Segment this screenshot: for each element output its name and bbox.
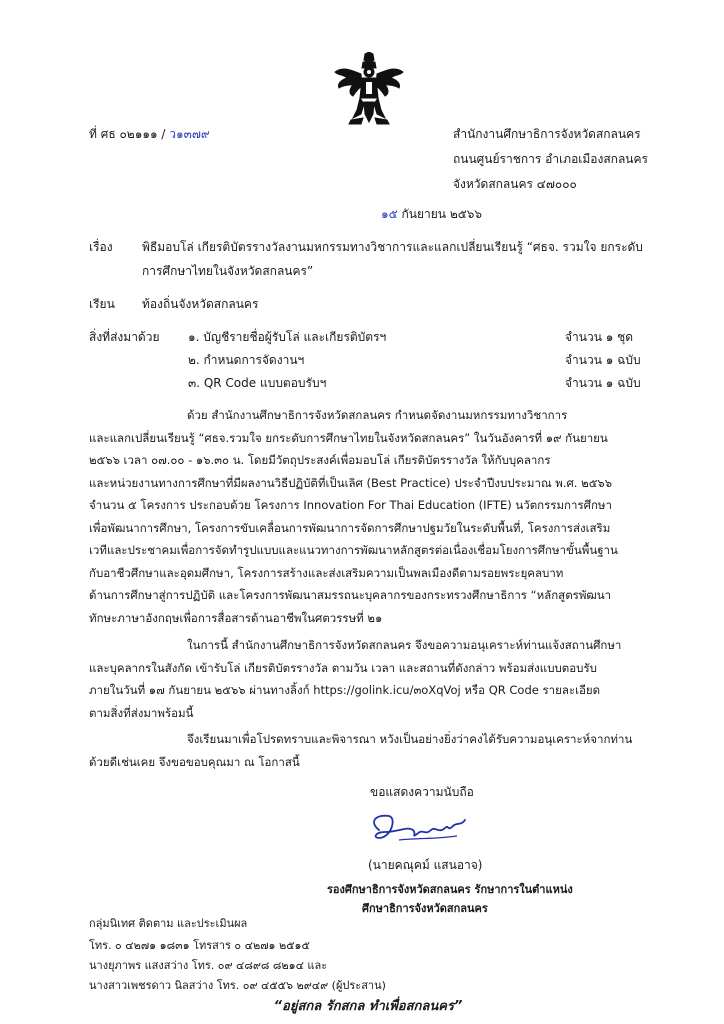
enclosures-label: สิ่งที่ส่งมาด้วย (89, 330, 160, 344)
signer-title-line-2: ศึกษาธิการจังหวัดสกลนคร (362, 902, 488, 915)
subject-line-2: การศึกษาไทยในจังหวัดสกลนคร” (142, 264, 314, 278)
reference-number (89, 125, 210, 144)
paragraph-line: ทักษะภาษาอังกฤษเพื่อการสื่อสารด้านอาชีพในศตวรรษที่ ๒๑ (89, 610, 383, 625)
enclosure-item-1: ๑. บัญชีรายชื่อผู้รับโล่ และเกียรติบัตรฯ (188, 330, 387, 344)
contact-person-1: นางยุภาพร แสงสว่าง โทร. ๐๙ ๔๘๙๘ ๘๒๑๔ และ (89, 959, 328, 972)
enclosure-item-2: ๒. กำหนดการจัดงานฯ (188, 353, 305, 367)
paragraph-line: ภายในวันที่ ๑๗ กันยายน ๒๕๖๖ ผ่านทางลิ้งก์ https://golink.icu/๓oXqVoj หรือ QR Code รายละเอียด (89, 683, 601, 697)
recipient-value: ท้องถิ่นจังหวัดสกลนคร (142, 297, 259, 311)
paragraph-line: และบุคลากรในสังกัด เข้ารับโล่ เกียรติบัตรรางวัล ตามวัน เวลา และสถานที่ดังกล่าว พร้อมส่งแบบตอบรับ (89, 660, 597, 675)
ref-number-value: ว๑๓๗๙ (169, 127, 210, 141)
office-line-2: ถนนศูนย์ราชการ อำเภอเมืองสกลนคร (453, 152, 648, 166)
paragraph-line: เวทีและประชาคมเพื่อการจัดทำรูปแบบและแนวทางการพัฒนาหลักสูตรต่อเนื่องเชื่อมโยงการศึกษาขั้นพื้นฐาน (89, 543, 618, 557)
contact-person-2: นางสาวเพชรดาว นิลสว่าง โทร. ๐๙ ๔๕๕๖ ๒๙๔๙ (ผู้ประสาน) (89, 979, 386, 992)
garuda-emblem-icon (333, 52, 405, 126)
paragraph-line: ในการนี้ สำนักงานศึกษาธิการจังหวัดสกลนคร จึงขอความอนุเคราะห์ท่านแจ้งสถานศึกษา (187, 638, 622, 652)
date-day: ๑๕ (381, 207, 398, 221)
contact-phone: โทร. ๐ ๔๒๗๑ ๑๘๓๑ โทรสาร ๐ ๔๒๗๑ ๒๕๑๕ (89, 939, 310, 952)
paragraph-line: เพื่อพัฒนาการศึกษา, โครงการขับเคลื่อนการพัฒนาการจัดการศึกษาปฐมวัยในระดับพื้นที่, โครงการส่งเสริม (89, 520, 611, 535)
enclosure-item-3: ๓. QR Code แบบตอบรับฯ (188, 376, 327, 390)
letter-date (381, 205, 482, 224)
body-paragraph-3 (89, 728, 657, 773)
body-paragraph-1 (89, 404, 657, 629)
closing-salutation: ขอแสดงความนับถือ (370, 785, 474, 799)
enclosure-qty-3: จำนวน ๑ ฉบับ (565, 376, 641, 390)
paragraph-line: ด้านการศึกษาสู่การปฏิบัติ และโครงการพัฒนาสมรรถนะบุคลากรของกระทรวงศึกษาธิการ “หลักสูตรพัฒนา (89, 588, 612, 602)
contact-department: กลุ่มนิเทศ ติดตาม และประเมินผล (89, 917, 248, 930)
paragraph-line: และแลกเปลี่ยนเรียนรู้ “ศธจ.รวมใจ ยกระดับการศึกษาไทยในจังหวัดสกลนคร” ในวันอังคารที่ ๑๙ กันยายน (89, 430, 608, 445)
enclosure-qty-1: จำนวน ๑ ชุด (565, 330, 634, 344)
footer-slogan: “อยู่สกล รักสกล ทำเพื่อสกลนคร” (273, 999, 463, 1014)
paragraph-line: และหน่วยงานทางการศึกษาที่มีผลงานวิธีปฏิบัติที่เป็นเลิศ (Best Practice) ประจำปีงบประมาณ พ.ศ. ๒๕๖๖ (89, 475, 613, 490)
paragraph-line: จำนวน ๕ โครงการ ประกอบด้วย โครงการ Innovation For Thai Education (IFTE) นวัตกรรมการศึกษา (89, 498, 612, 512)
paragraph-line: ตามสิ่งที่ส่งมาพร้อมนี้ (89, 705, 194, 720)
enclosure-qty-2: จำนวน ๑ ฉบับ (565, 353, 641, 367)
office-line-1: สำนักงานศึกษาธิการจังหวัดสกลนคร (453, 127, 641, 141)
body-paragraph-2 (89, 634, 657, 724)
signature-image (365, 808, 475, 848)
paragraph-line: จึงเรียนมาเพื่อโปรดทราบและพิจารณา หวังเป็นอย่างยิ่งว่าคงได้รับความอนุเคราะห์จากท่าน (187, 732, 633, 746)
ref-prefix: ที่ ศธ ๐๒๑๑๑ / (89, 127, 166, 141)
subject-label: เรื่อง (89, 240, 113, 254)
signer-title-line-1: รองศึกษาธิการจังหวัดสกลนคร รักษาการในตำแหน่ง (327, 883, 573, 896)
subject-line-1: พิธีมอบโล่ เกียรติบัตรรางวัลงานมหกรรมทางวิชาการและแลกเปลี่ยนเรียนรู้ “ศธจ. รวมใจ ยกระดับ (142, 240, 643, 254)
paragraph-line: ๒๕๖๖ เวลา ๐๗.๐๐ - ๑๖.๓๐ น. โดยมีวัตถุประสงค์เพื่อมอบโล่ เกียรติบัตรรางวัล ให้กับบุคลากร (89, 453, 551, 467)
signer-name: (นายคณุคม์ แสนอาจ) (368, 858, 483, 872)
paragraph-line: กับอาชีวศึกษาและอุดมศึกษา, โครงการสร้างและส่งเสริมความเป็นพลเมืองดีตามรอยพระยุคลบาท (89, 565, 564, 580)
paragraph-line: ด้วยดีเช่นเคย จึงขอขอบคุณมา ณ โอกาสนี้ (89, 754, 300, 769)
date-month-year: กันยายน ๒๕๖๖ (401, 207, 483, 221)
office-line-3: จังหวัดสกลนคร ๔๗๐๐๐ (453, 177, 577, 191)
recipient-label: เรียน (89, 297, 115, 311)
paragraph-line: ด้วย สำนักงานศึกษาธิการจังหวัดสกลนคร กำหนดจัดงานมหกรรมทางวิชาการ (187, 408, 568, 422)
